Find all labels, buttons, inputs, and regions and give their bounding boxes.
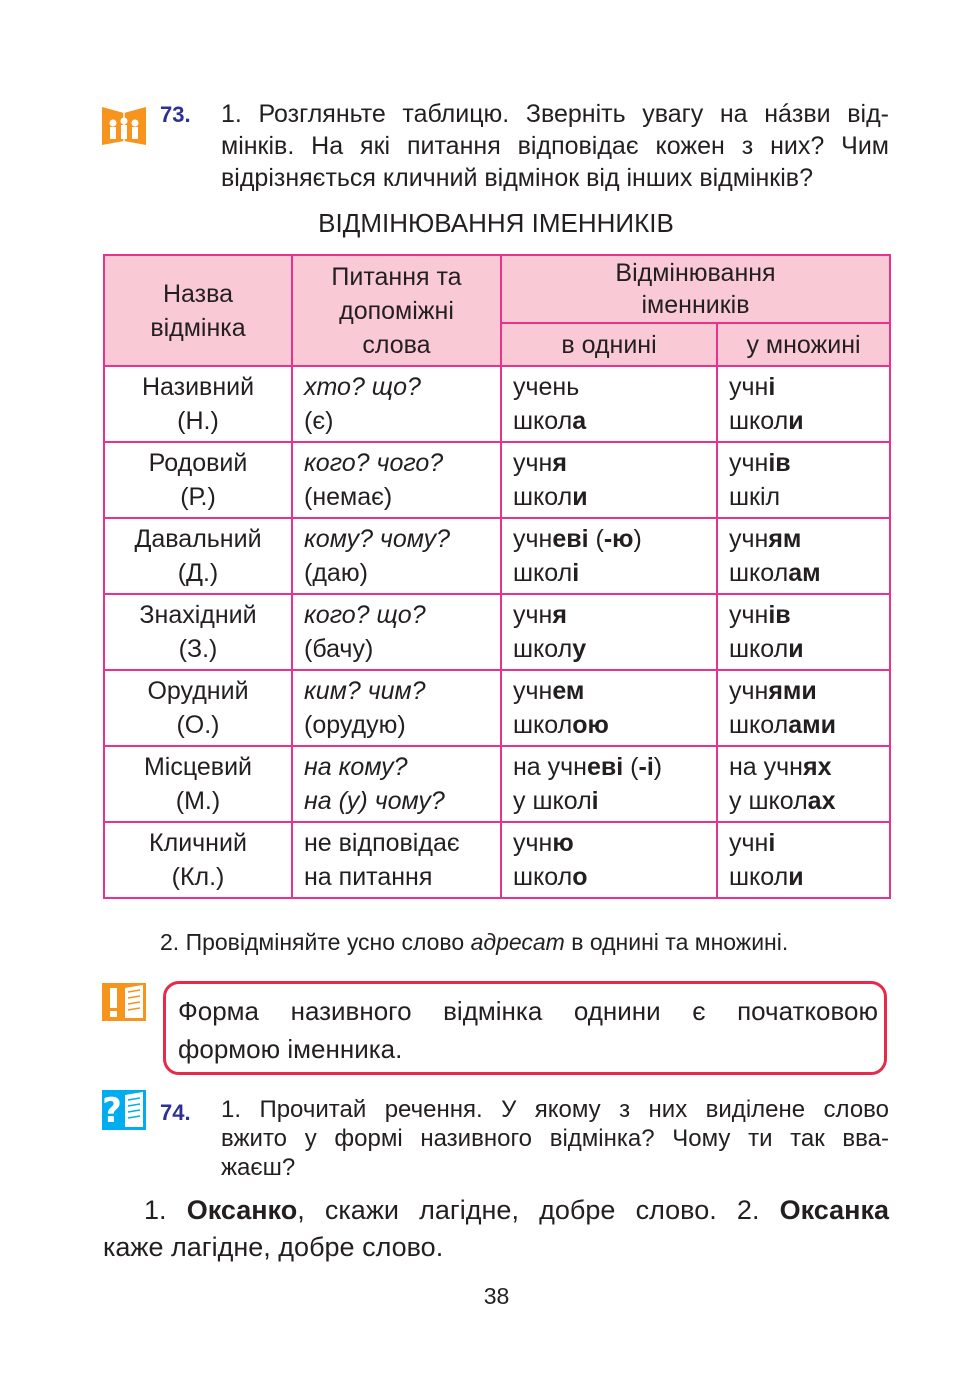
table-row <box>104 822 890 898</box>
header-declension: Відмінювання іменників <box>501 255 890 323</box>
table-row <box>104 442 890 518</box>
table-title: ВІДМІНЮВАННЯ ІМЕННИКІВ <box>318 208 674 238</box>
plural-cell: учні школи <box>717 366 890 442</box>
case-name-cell: Називний (Н.) <box>104 366 292 442</box>
task-73-part-2: 2. Провідміняйте усно слово адресат в однині та множині. <box>160 929 789 955</box>
plural-cell: учням школам <box>717 518 890 594</box>
question-book-icon <box>101 1089 147 1131</box>
case-name-cell: Місцевий (М.) <box>104 746 292 822</box>
bold-word: Оксанко <box>186 1195 298 1225</box>
header-case-name: Назва відмінка <box>104 255 292 366</box>
declension-table <box>103 254 891 899</box>
svg-text:?: ? <box>102 1091 122 1131</box>
task-73-text <box>221 98 889 194</box>
header-questions: Питання та допоміжні слова <box>292 255 501 366</box>
group-work-icon <box>101 101 147 147</box>
plural-cell: учні школи <box>717 822 890 898</box>
question-cell: ким? чим? (орудую) <box>292 670 501 746</box>
case-name-cell: Родовий (Р.) <box>104 442 292 518</box>
singular-cell: учня школу <box>501 594 717 670</box>
question-cell: на кому? на (у) чому? <box>292 746 501 822</box>
text-line: відрізняється кличний відмінок від інших відмінків? <box>221 164 813 192</box>
question-cell: не відповідає на питання <box>292 822 501 898</box>
singular-cell: учнем школою <box>501 670 717 746</box>
plural-cell: учнями школами <box>717 670 890 746</box>
header-plural: у множині <box>717 323 890 366</box>
singular-cell: учневі (-ю) школі <box>501 518 717 594</box>
bold-word: Оксанка <box>779 1195 889 1225</box>
exercise-sentences: 1. Оксанко, скажи лагідне, добре слово. 2. Оксанка каже лагідне, добре слово. <box>103 1195 889 1262</box>
case-name-cell: Орудний (О.) <box>104 670 292 746</box>
table-row <box>104 518 890 594</box>
task-74-text: 1. Прочитай речення. У якому з них виділене слово вжито у формі називного відмінка? Чому ти так вва- жаєш? <box>221 1096 889 1181</box>
table-row <box>104 366 890 442</box>
case-name-cell: Давальний (Д.) <box>104 518 292 594</box>
question-cell: хто? що? (є) <box>292 366 501 442</box>
plural-cell: учнів шкіл <box>717 442 890 518</box>
header-singular: в однині <box>501 323 717 366</box>
table-row <box>104 594 890 670</box>
singular-cell: учня школи <box>501 442 717 518</box>
highlighted-word: адресат <box>470 929 565 955</box>
case-name-cell: Знахідний (З.) <box>104 594 292 670</box>
plural-cell: учнів школи <box>717 594 890 670</box>
task-number: 73. <box>160 102 191 127</box>
attention-rule-icon <box>101 982 147 1022</box>
table-row <box>104 670 890 746</box>
question-cell: кого? що? (бачу) <box>292 594 501 670</box>
question-cell: кому? чому? (даю) <box>292 518 501 594</box>
text-line: мінків. На які питання відповідає кожен з них? Чим <box>221 132 889 160</box>
case-name-cell: Кличний (Кл.) <box>104 822 292 898</box>
text-line: 1. Розгляньте таблицю. Зверніть увагу на нáзви від- <box>221 100 889 128</box>
table-row <box>104 746 890 822</box>
plural-cell: на учнях у школах <box>717 746 890 822</box>
singular-cell: учню школо <box>501 822 717 898</box>
singular-cell: учень школа <box>501 366 717 442</box>
page-number: 38 <box>483 1283 510 1309</box>
singular-cell: на учневі (-і) у школі <box>501 746 717 822</box>
question-cell: кого? чого? (немає) <box>292 442 501 518</box>
rule-text: Форма називного відмінка однини є початковою формою іменника. <box>178 996 878 1064</box>
task-number: 74. <box>160 1100 191 1125</box>
